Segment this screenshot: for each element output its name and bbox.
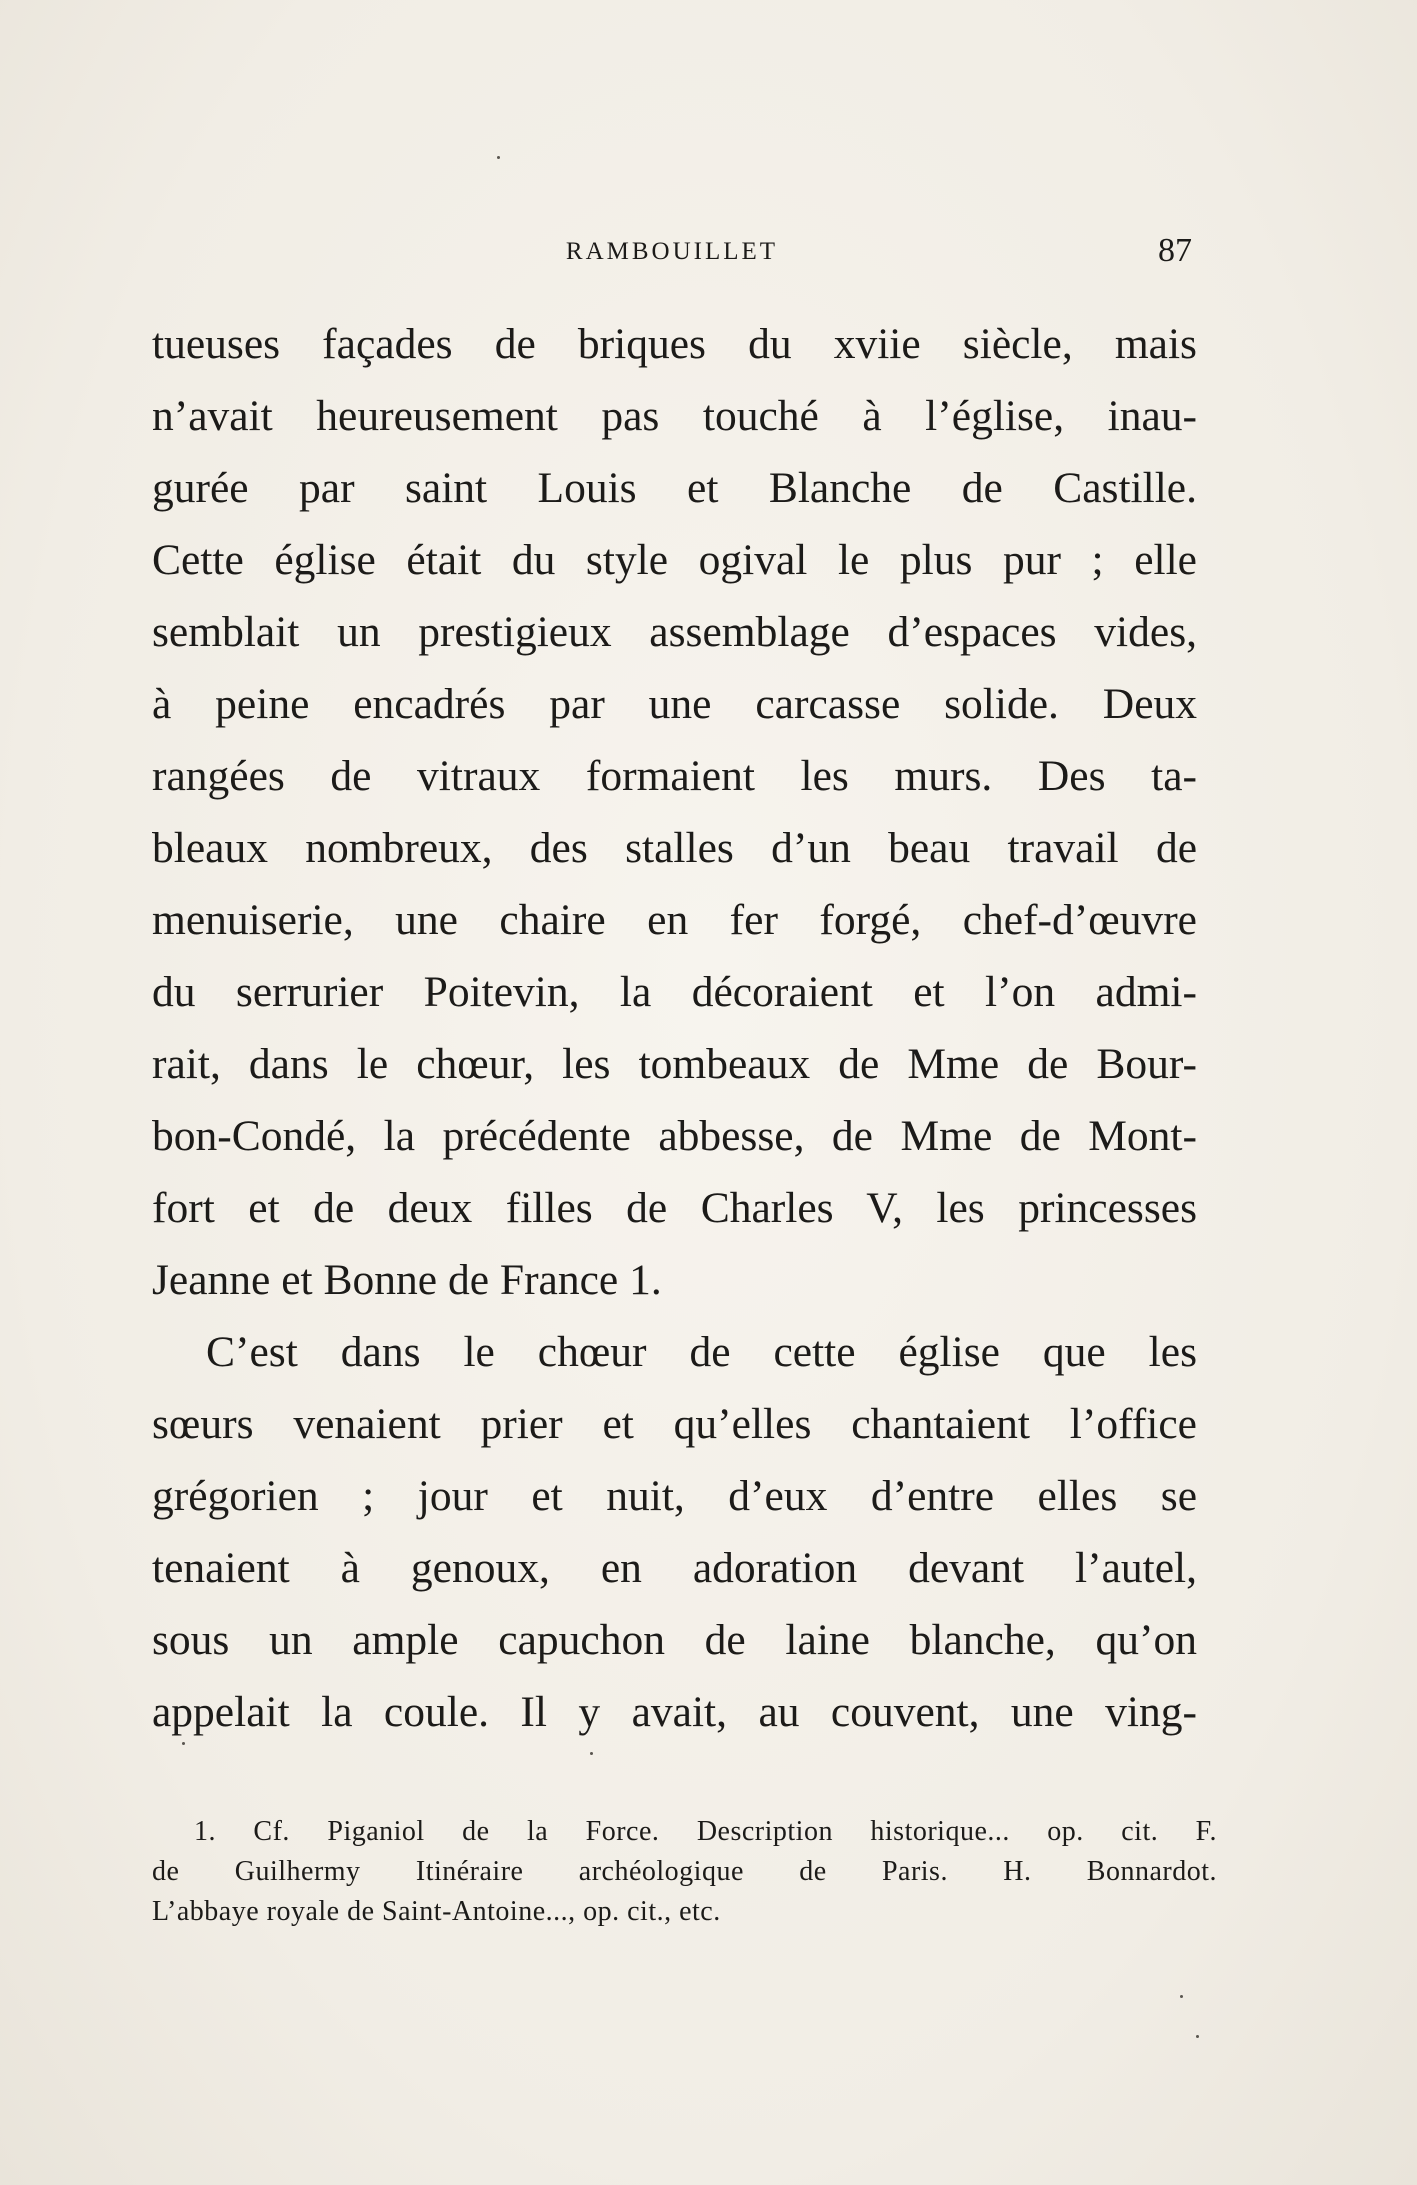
text-line: n’avait heureusement pas touché à l’église, inau- [152, 392, 1197, 440]
text-line: appelait la coule. Il y avait, au couvent, une ving- [152, 1688, 1197, 1736]
text-line: du serrurier Poitevin, la décoraient et l’on admi- [152, 968, 1197, 1016]
text-line: rangées de vitraux formaient les murs. Des ta- [152, 752, 1197, 800]
text-line: menuiserie, une chaire en fer forgé, chef-d’œuvre [152, 896, 1197, 944]
text-line: tenaient à genoux, en adoration devant l’autel, [152, 1544, 1197, 1592]
text-line: gurée par saint Louis et Blanche de Castille. [152, 464, 1197, 512]
text-line: Jeanne et Bonne de France 1. [152, 1256, 662, 1304]
paper-speck [1196, 2035, 1199, 2038]
text-line: fort et de deux filles de Charles V, les princesses [152, 1184, 1197, 1232]
text-line: Cette église était du style ogival le plus pur ; elle [152, 536, 1197, 584]
text-line: semblait un prestigieux assemblage d’espaces vides, [152, 608, 1197, 656]
paper-speck [182, 1742, 185, 1745]
body-text [152, 308, 1197, 1748]
text-line: tueuses façades de briques du xviie siècle, mais [152, 320, 1197, 368]
running-head [152, 232, 1192, 278]
text-line: bon-Condé, la précédente abbesse, de Mme de Mont- [152, 1112, 1197, 1160]
running-title: RAMBOUILLET [565, 238, 779, 265]
text-line: grégorien ; jour et nuit, d’eux d’entre elles se [152, 1472, 1197, 1520]
text-line: à peine encadrés par une carcasse solide. Deux [152, 680, 1197, 728]
paper-speck [590, 1752, 593, 1755]
footnote-line: de Guilhermy Itinéraire archéologique de Paris. H. Bonnardot. [152, 1856, 1217, 1887]
footnotes [152, 1812, 1217, 1932]
text-line: sous un ample capuchon de laine blanche, qu’on [152, 1616, 1197, 1664]
text-line: C’est dans le chœur de cette église que les [206, 1328, 1197, 1376]
footnote-line: 1. Cf. Piganiol de la Force. Description historique... op. cit. F. [194, 1816, 1217, 1847]
footnote-line: L’abbaye royale de Saint-Antoine..., op. cit., etc. [152, 1896, 721, 1927]
page-number: 87 [1158, 232, 1192, 269]
text-line: bleaux nombreux, des stalles d’un beau travail de [152, 824, 1197, 872]
text-line: rait, dans le chœur, les tombeaux de Mme de Bour- [152, 1040, 1197, 1088]
text-line: sœurs venaient prier et qu’elles chantaient l’office [152, 1400, 1197, 1448]
paper-speck [497, 156, 500, 159]
paper-speck [1180, 1995, 1183, 1998]
